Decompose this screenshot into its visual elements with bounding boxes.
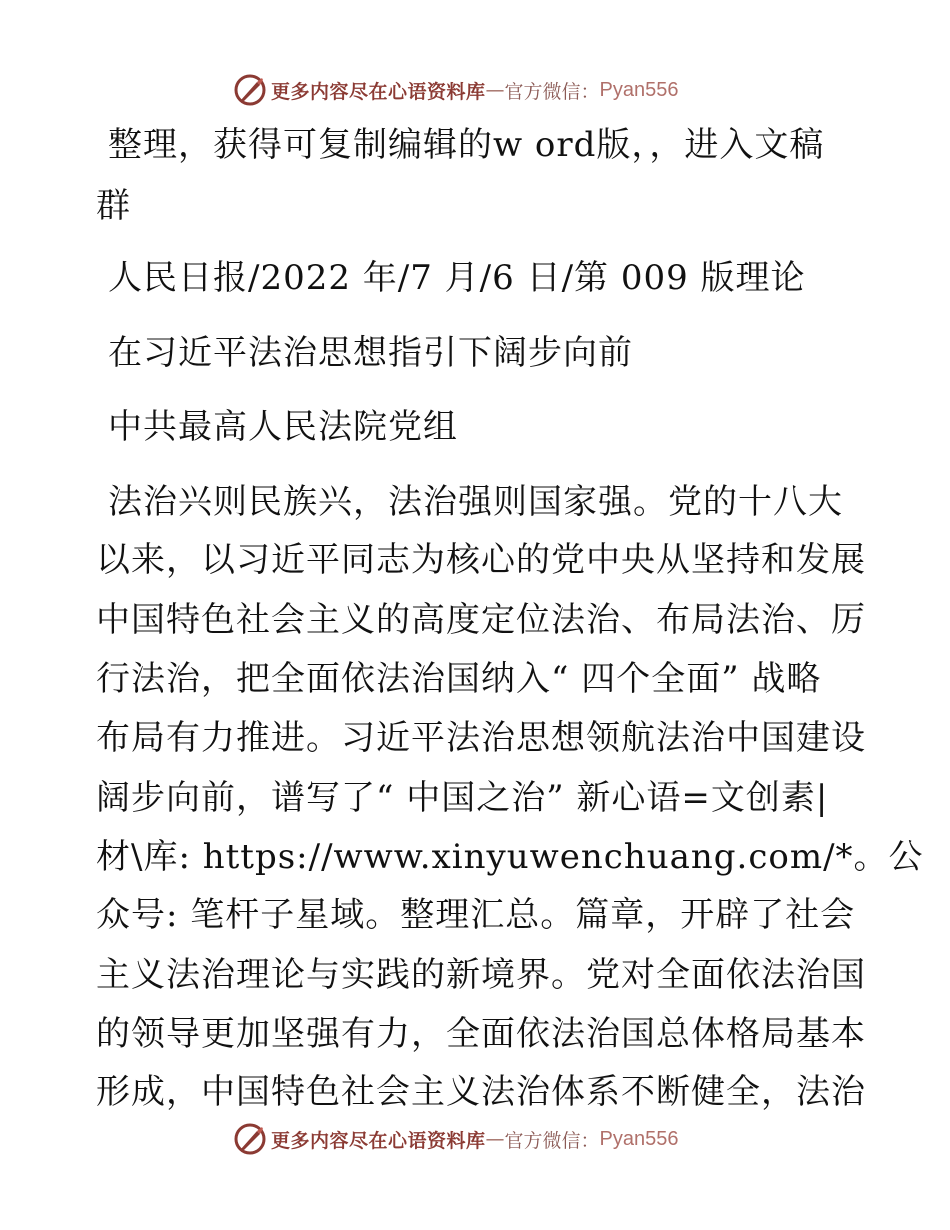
banner-wechat-label: 官方微信： xyxy=(504,1129,600,1152)
body-line: 整理，获得可复制编辑的w ord版，，进入文稿 xyxy=(108,125,825,165)
body-line: 法治兴则民族兴，法治强则国家强。党的十八大 xyxy=(108,482,843,522)
body-line: 形成，中国特色社会主义法治体系不断健全，法治 xyxy=(96,1072,866,1112)
header-banner xyxy=(233,70,713,110)
body-line: 中国特色社会主义的高度定位法治、布局法治、厉 xyxy=(96,600,866,640)
body-line: 众号: 笔杆子星域。整理汇总。篇章，开辟了社会 xyxy=(96,895,856,935)
quill-circle-logo-icon xyxy=(233,1122,267,1156)
article-title: 在习近平法治思想指引下阔步向前 xyxy=(108,333,633,373)
body-line: 群 xyxy=(96,186,131,226)
banner-wechat-label: 官方微信： xyxy=(504,80,600,103)
article-author: 中共最高人民法院党组 xyxy=(108,407,458,447)
body-line: 主义法治理论与实践的新境界。党对全面依法治国 xyxy=(96,955,866,995)
banner-separator: — xyxy=(485,79,505,101)
body-line: 阔步向前，谱写了“ 中国之治” 新心语=文创素| xyxy=(96,778,829,818)
banner-separator: — xyxy=(485,1128,505,1150)
banner-lead-text: 更多内容尽在心语资料库 xyxy=(271,1129,486,1152)
body-line-url: 材\库: https://www.xinyuwenchuang.com/*。公 xyxy=(96,837,924,877)
banner-wechat-id: Pyan556 xyxy=(599,1127,679,1150)
body-line: 以来，以习近平同志为核心的党中央从坚持和发展 xyxy=(96,540,866,580)
banner-lead-text: 更多内容尽在心语资料库 xyxy=(271,80,486,103)
body-line: 行法治，把全面依法治国纳入“ 四个全面” 战略 xyxy=(96,659,822,699)
banner-wechat-id: Pyan556 xyxy=(599,78,679,101)
quill-circle-logo-icon xyxy=(233,73,267,107)
body-line: 布局有力推进。习近平法治思想领航法治中国建设 xyxy=(96,718,866,758)
source-line: 人民日报/2022 年/7 月/6 日/第 009 版理论 xyxy=(108,258,806,298)
footer-banner xyxy=(233,1119,713,1159)
body-line: 的领导更加坚强有力，全面依法治国总体格局基本 xyxy=(96,1014,866,1054)
